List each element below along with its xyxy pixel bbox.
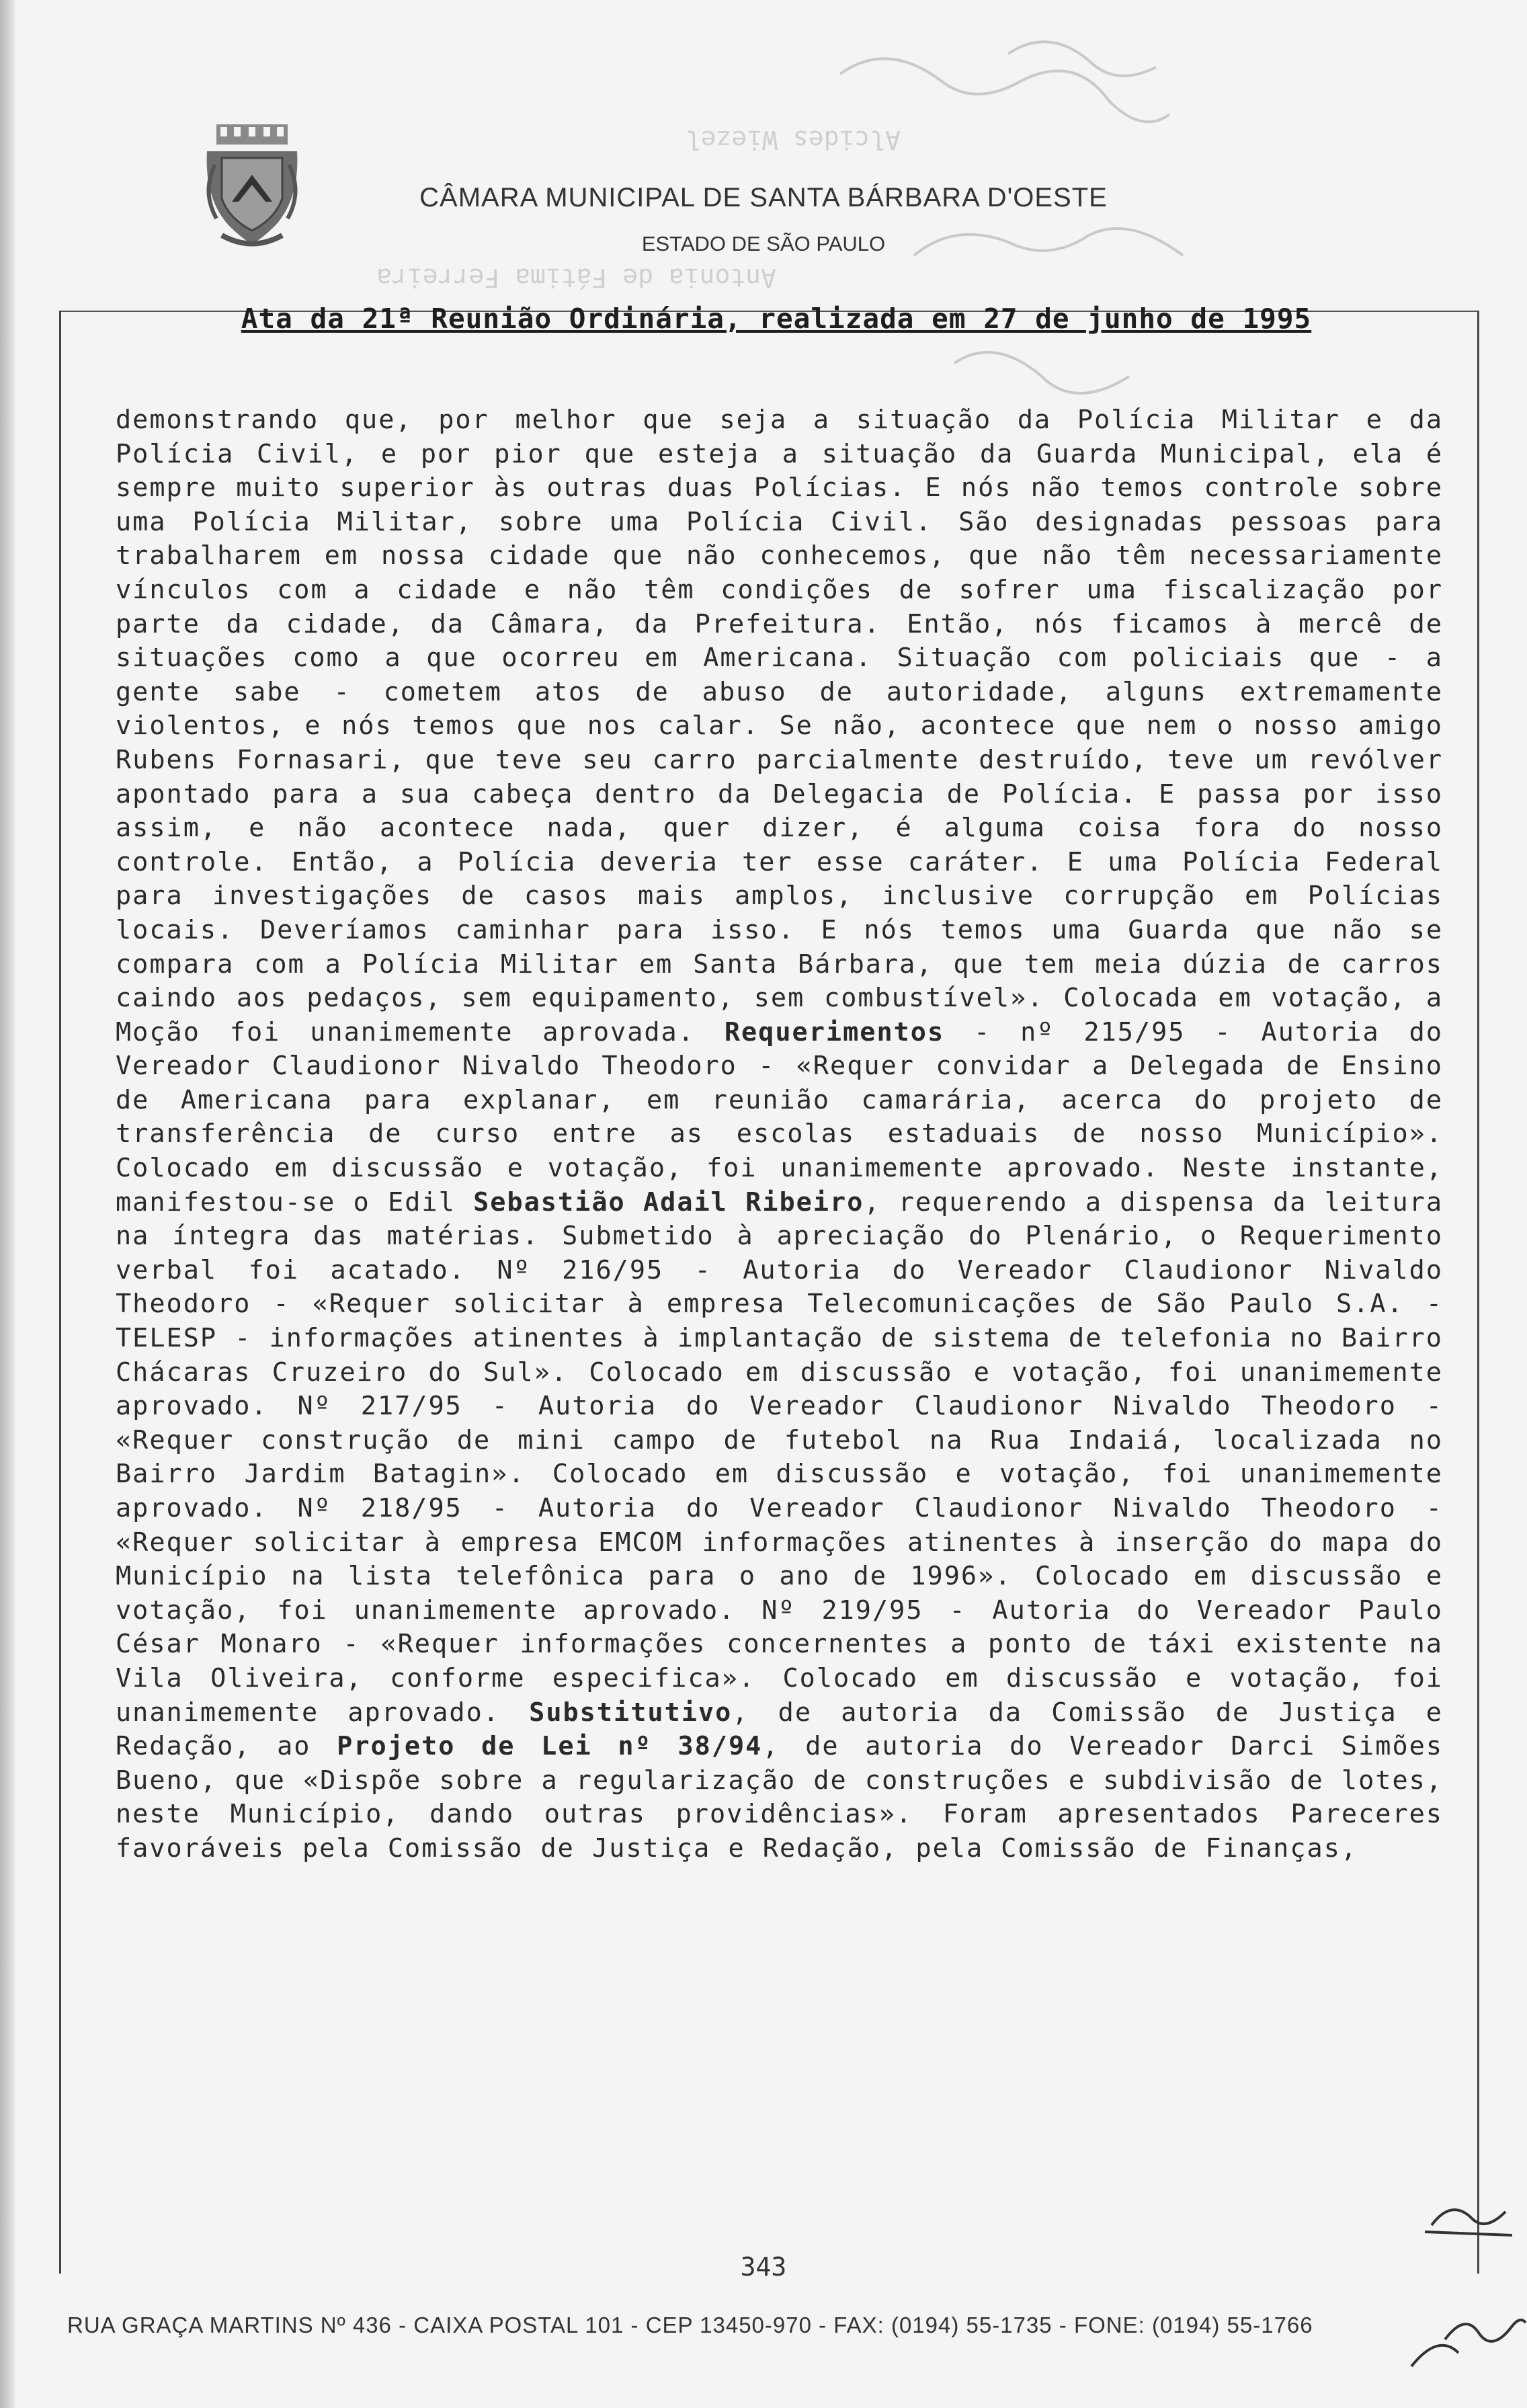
councilor-name: Sebastião Adail Ribeiro	[473, 1187, 864, 1217]
right-margin-rule	[1477, 311, 1479, 2274]
left-margin-rule	[59, 311, 61, 2274]
chamber-state: ESTADO DE SÃO PAULO	[641, 232, 886, 255]
footer-address: RUA GRAÇA MARTINS Nº 436 - CAIXA POSTAL 101 - CEP 13450-970 - FAX: (0194) 55-1735 - FONE: (0194) 55-1766	[67, 2313, 1313, 2337]
chamber-name: CÂMARA MUNICIPAL DE SANTA BÁRBARA D'OESTE	[419, 183, 1108, 212]
page-number: 343	[740, 2252, 787, 2282]
text-segment-5: , de autoria do Vereador Darci Simões Bueno, que «Dispõe sobre a regularização de construções e subdivisão de lotes, neste Município, dando outras providências». Foram apresentados Pareceres favoráveis pela Comissão de Justiça e Redação, pela Comissão de Finanças,	[116, 1731, 1443, 1863]
signature-name-1: Alcides Wiezel	[685, 125, 901, 155]
document-title: Ata da 21ª Reunião Ordinária, realizada em 27 de junho de 1995	[241, 303, 1312, 335]
minutes-paragraph	[116, 403, 1443, 1866]
letterhead	[0, 0, 1527, 296]
bill-reference: Projeto de Lei nº 38/94	[337, 1731, 763, 1762]
page-edge	[0, 0, 15, 2408]
text-segment-4: , de autoria da Comissão de Justiça e Redação, ao	[116, 1697, 1443, 1762]
text-segment-2: - nº 215/95 - Autoria do Vereador Claudionor Nivaldo Theodoro - «Requer convidar a Delegada de Ensino de Americana para explanar, em reunião camarária, acerca do projeto de transferência de curso entre as escolas estaduais de nosso Município». Colocado em discussão e votação, foi unanimemente aprovado. Neste instante, manifestou-se o Edil	[116, 1016, 1443, 1217]
text-segment-3: , requerendo a dispensa da leitura na íntegra das matérias. Submetido à apreciação do Plenário, o Requerimento verbal foi acatado. Nº 216/95 - Autoria do Vereador Claudionor Nivaldo Theodoro - «Requer solicitar à empresa Telecomunicações de São Paulo S.A. - TELESP - informações atinentes à implantação de sistema de telefonia no Bairro Chácaras Cruzeiro do Sul». Colocado em discussão e votação, foi unanimemente aprovado. Nº 217/95 - Autoria do Vereador Claudionor Nivaldo Theodoro - «Requer construção de mini campo de futebol na Rua Indaiá, localizada no Bairro Jardim Batagin». Colocado em discussão e votação, foi unanimemente aprovado. Nº 218/95 - Autoria do Vereador Claudionor Nivaldo Theodoro - «Requer solicitar à empresa EMCOM informações atinentes à inserção do mapa do Município na lista telefônica para o ano de 1996». Colocado em discussão e votação, foi unanimemente aprovado. Nº 219/95 - Autoria do Vereador Paulo César Monaro - «Requer informações concernentes a ponto de táxi existente na Vila Oliveira, conforme especifica». Colocado em discussão e votação, foi unanimemente aprovado.	[116, 1187, 1443, 1728]
minutes-body	[116, 403, 1443, 1866]
heading-requerimentos: Requerimentos	[724, 1016, 945, 1047]
text-segment-1: demonstrando que, por melhor que seja a situação da Polícia Militar e da Polícia Civil, e por pior que esteja a situação da Guarda Municipal, ela é sempre muito superior às outras duas Polícias. E nós não temos controle sobre uma Polícia Militar, sobre uma Polícia Civil. São designadas pessoas para trabalharem em nossa cidade que não conhecemos, que não têm necessariamente vínculos com a cidade e não têm condições de sofrer uma fiscalização por parte da cidade, da Câmara, da Prefeitura. Então, nós ficamos à mercê de situações como a que ocorreu em Americana. Situação com policiais que - a gente sabe - cometem atos de abuso de autoridade, alguns extremamente violentos, e nós temos que nos calar. Se não, acontece que nem o nosso amigo Rubens Fornasari, que teve seu carro parcialmente destruído, teve um revólver apontado para a sua cabeça dentro da Delegacia de Polícia. E passa por isso assim, e não acontece nada, quer dizer, é alguma coisa fora do nosso controle. Então, a Polícia deveria ter esse caráter. E uma Polícia Federal para investigações de casos mais amplos, inclusive corrupção em Polícias locais. Deveríamos caminhar para isso. E nós temos uma Guarda que não se compara com a Polícia Militar em Santa Bárbara, que tem meia dúzia de carros caindo aos pedaços, sem equipamento, sem combustível». Colocada em votação, a Moção foi unanimemente aprovada.	[116, 405, 1443, 1047]
signature-name-2: Antonia de Fátima Ferreira	[376, 263, 776, 292]
heading-substitutivo: Substitutivo	[529, 1697, 733, 1728]
